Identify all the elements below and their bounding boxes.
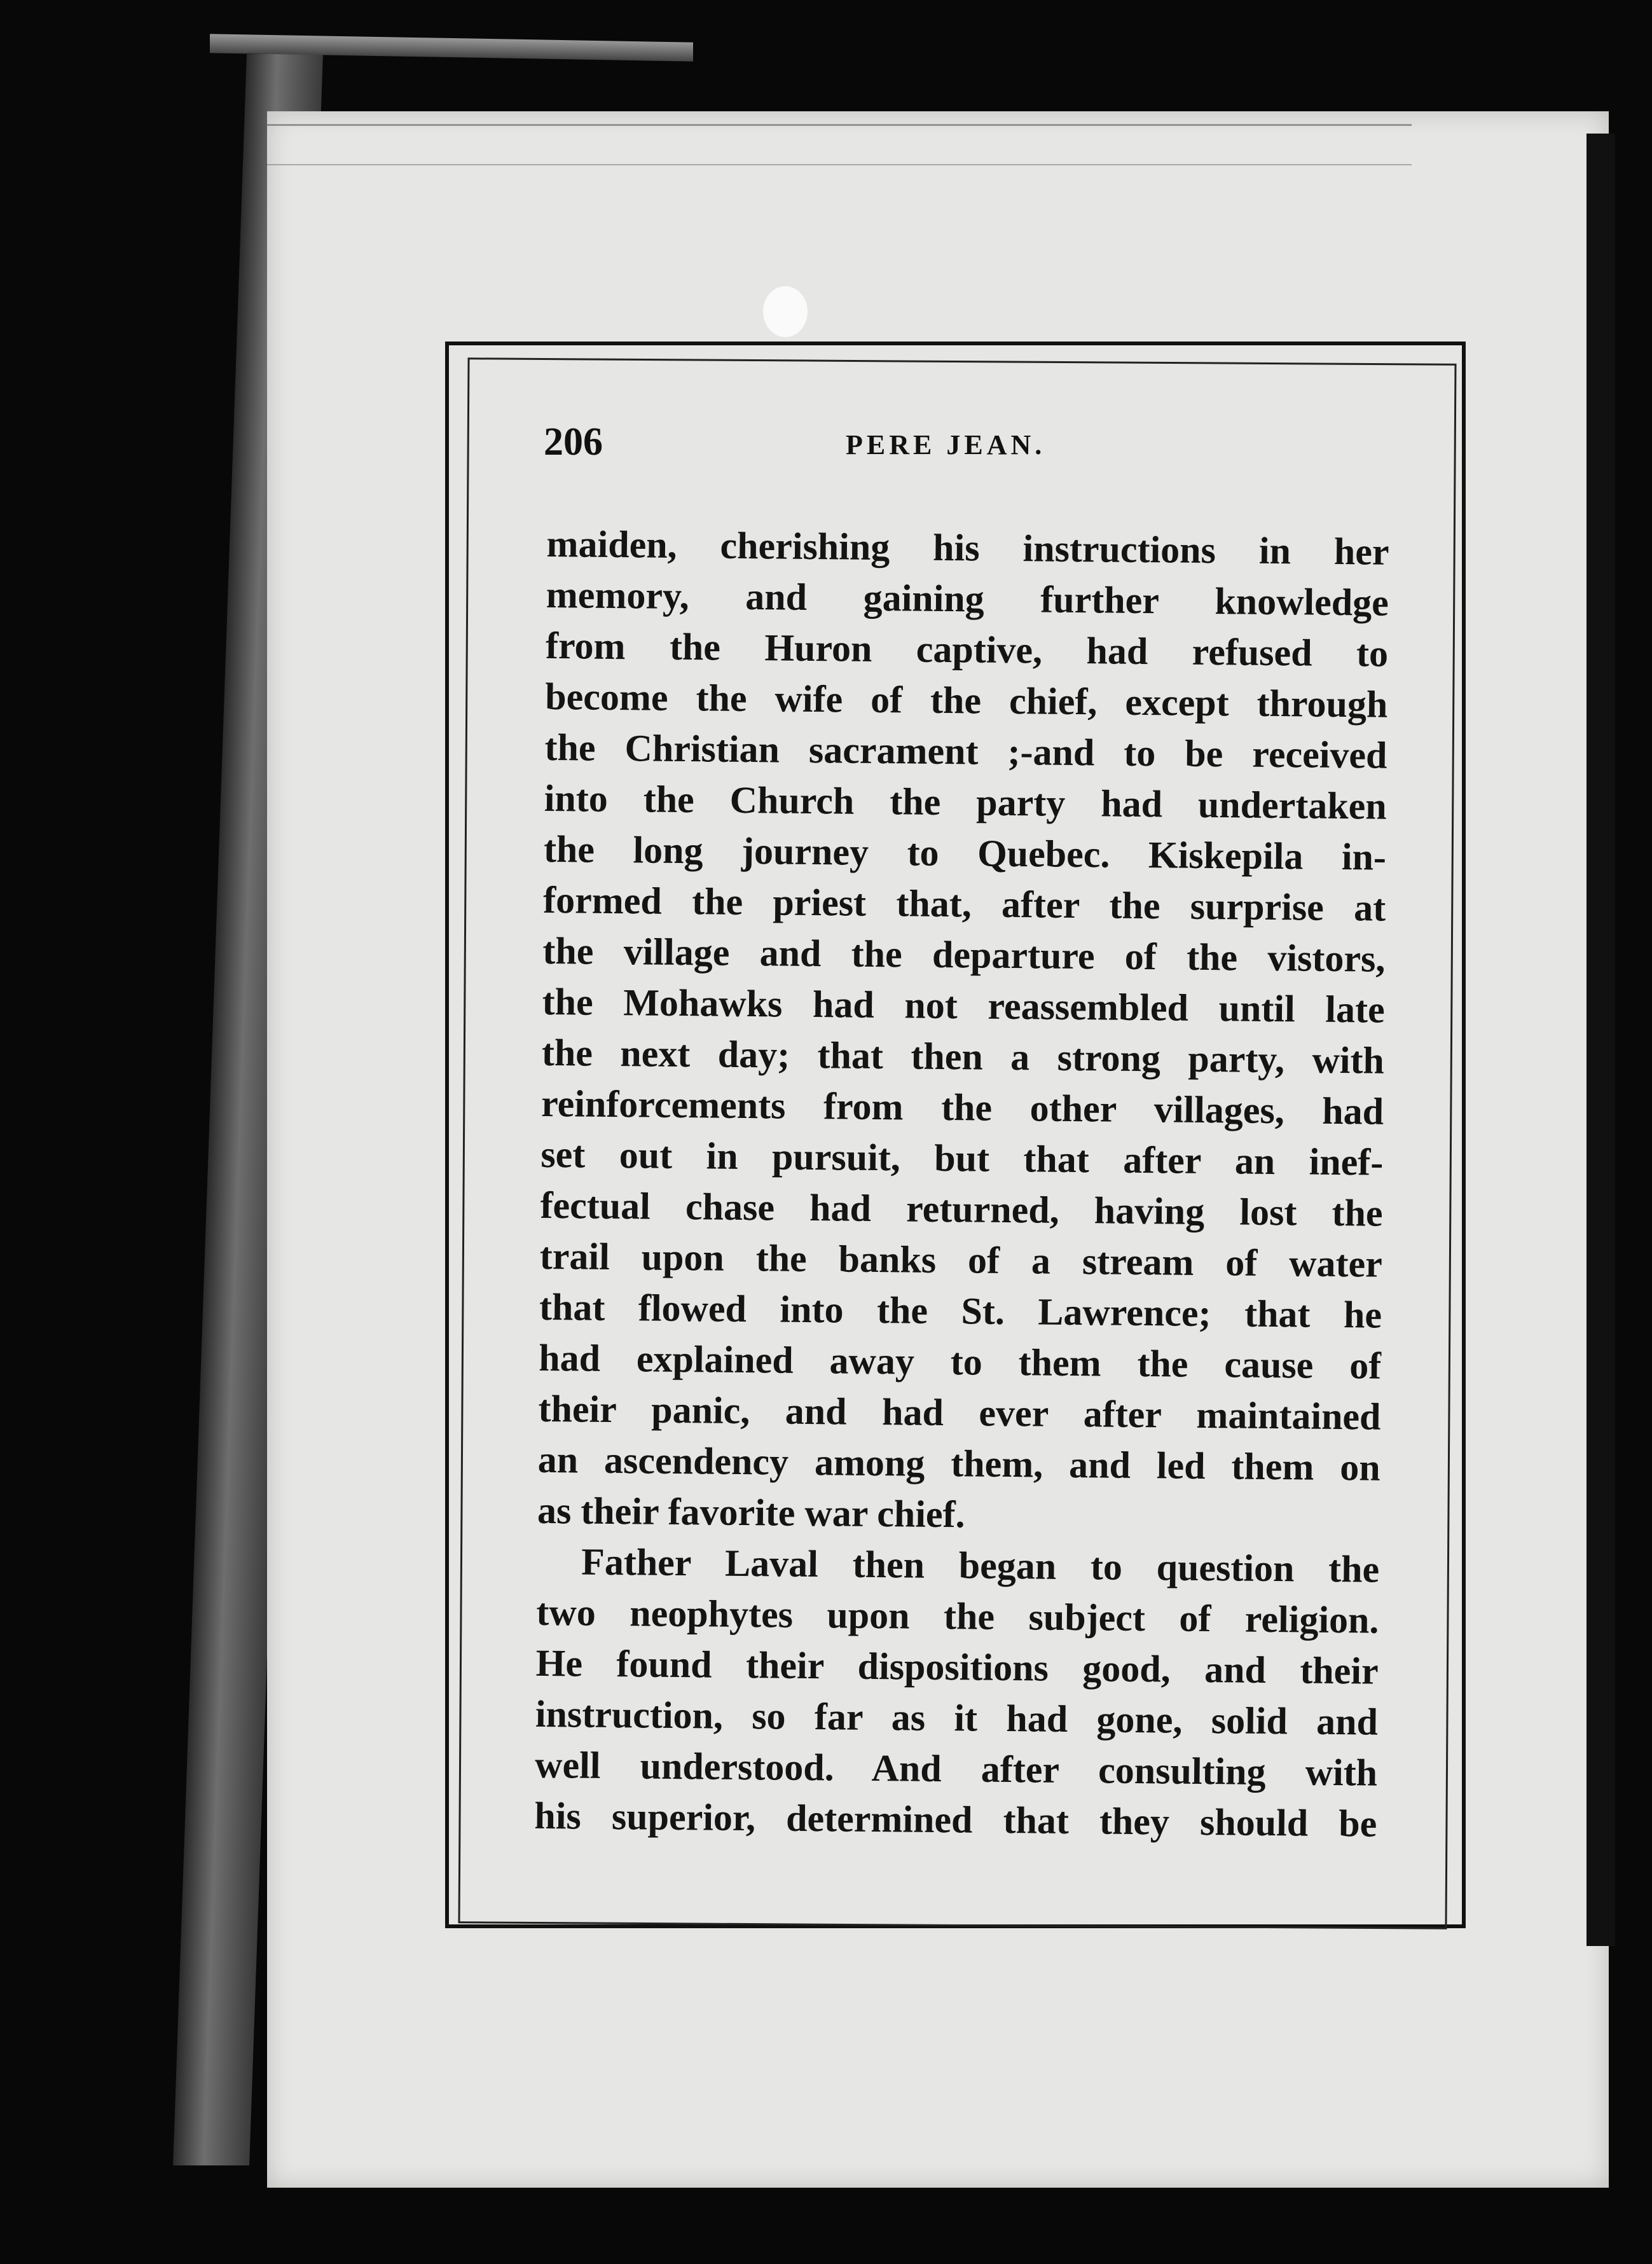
- text-line: fectual chase had returned, having lost the: [540, 1184, 1383, 1234]
- paper-blemish: [763, 286, 808, 337]
- text-line: He found their dispositions good, and their: [535, 1641, 1379, 1692]
- text-line: the Christian sacrament ;-and to be received: [544, 726, 1387, 777]
- text-line: that flowed into the St. Lawrence; that he: [539, 1285, 1382, 1336]
- text-line: the next day; that then a strong party, with: [541, 1031, 1385, 1082]
- text-line: trail upon the banks of a stream of water: [539, 1234, 1383, 1285]
- text-line: maiden, cherishing his instructions in her: [546, 522, 1389, 573]
- text-line: had explained away to them the cause of: [539, 1336, 1382, 1387]
- text-line: instruction, so far as it had gone, solid and: [535, 1692, 1379, 1743]
- text-line: the long journey to Quebec. Kiskepila in-: [543, 827, 1387, 878]
- text-line: set out in pursuit, but that after an inef-: [540, 1133, 1384, 1184]
- text-line: Father Laval then began to question the: [581, 1540, 1380, 1591]
- text-line: memory, and gaining further knowledge: [546, 573, 1389, 624]
- text-line: an ascendency among them, and led them on: [537, 1438, 1381, 1489]
- text-line: two neophytes upon the subject of religion.: [536, 1591, 1379, 1641]
- page-top-edge-lines: [267, 124, 1412, 165]
- text-line: from the Huron captive, had refused to: [545, 624, 1389, 675]
- text-line: their panic, and had ever after maintained: [538, 1387, 1381, 1438]
- text-line: the village and the departure of the vistors,: [542, 929, 1386, 980]
- text-line: become the wife of the chief, except through: [544, 675, 1388, 726]
- running-title: PERE JEAN.: [846, 429, 1046, 460]
- text-line: as their favorite war chief.: [537, 1489, 965, 1536]
- text-line: into the Church the party had undertaken: [544, 777, 1387, 827]
- text-line: the Mohawks had not reassembled until late: [542, 980, 1385, 1031]
- page-header: [544, 420, 1370, 477]
- text-line: formed the priest that, after the surprise at: [542, 878, 1386, 929]
- facing-page-edge: [1587, 134, 1615, 1946]
- text-line: his superior, determined that they should be: [534, 1794, 1377, 1845]
- page-number: 206: [544, 420, 603, 464]
- body-text: [534, 518, 1389, 1849]
- text-line: reinforcements from the other villages, had: [540, 1082, 1384, 1133]
- text-line: well understood. And after consulting with: [534, 1743, 1378, 1794]
